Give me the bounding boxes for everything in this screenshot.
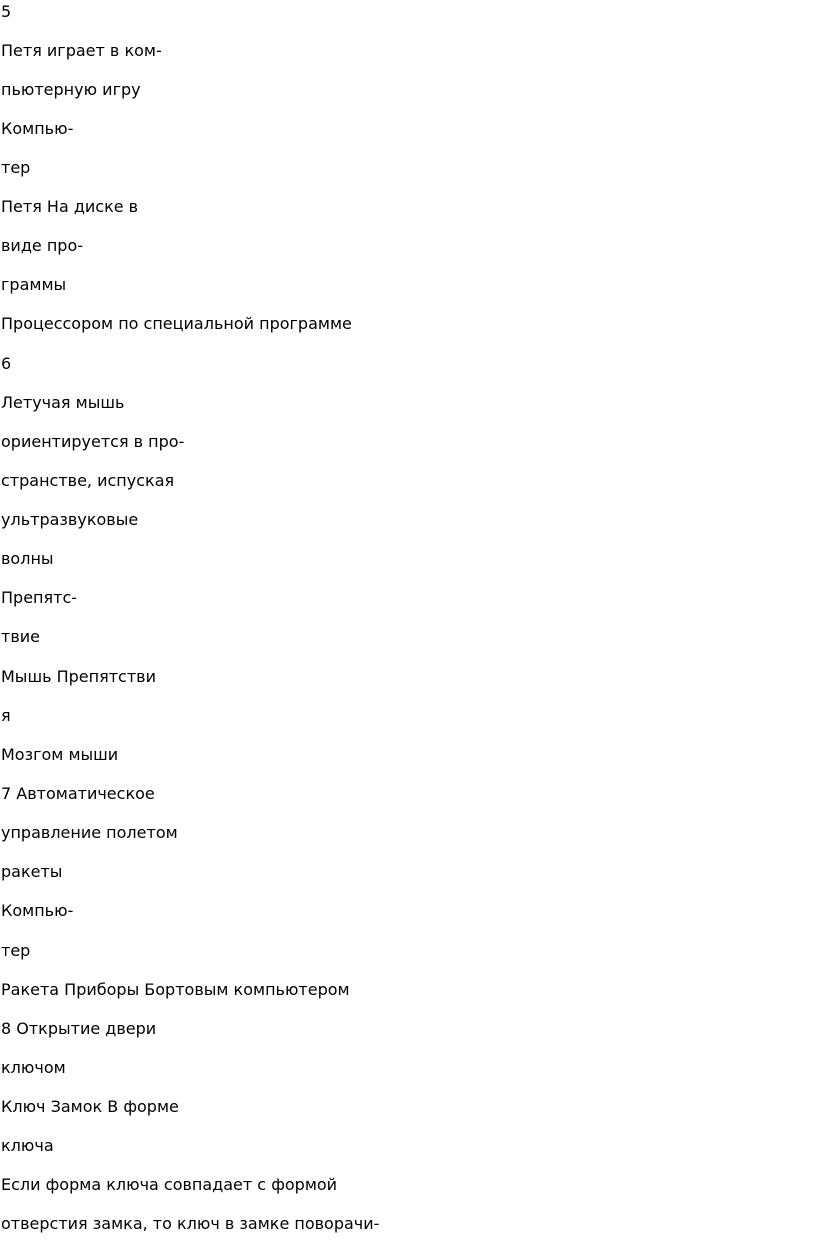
text-line: твие <box>1 627 40 646</box>
text-line: я <box>1 706 11 725</box>
text-line: волны <box>1 549 54 568</box>
text-line: виде про- <box>1 236 83 255</box>
text-line: ключа <box>1 1136 54 1155</box>
text-line: Ключ Замок В форме <box>1 1097 179 1116</box>
text-line: ориентируется в про- <box>1 432 185 451</box>
text-line: Компью- <box>1 901 74 920</box>
text-line: Петя На диске в <box>1 197 139 216</box>
text-line: Препятс- <box>1 588 78 607</box>
text-line: 5 <box>1 2 12 21</box>
text-line: 7 Автоматическое <box>1 784 155 803</box>
text-line: 6 <box>1 354 12 373</box>
text-line: пьютерную игру <box>1 80 141 99</box>
text-line: Мозгом мыши <box>1 745 119 764</box>
text-line: ультразвуковые <box>1 510 139 529</box>
text-line: Процессором по специальной программе <box>1 314 352 333</box>
text-line: ракеты <box>1 862 63 881</box>
text-line: отверстия замка, то ключ в замке поворачи- <box>1 1214 380 1233</box>
text-line: Если форма ключа совпадает с формой <box>1 1175 338 1194</box>
text-line: Петя играет в ком- <box>1 41 162 60</box>
text-line: Летучая мышь <box>1 393 125 412</box>
text-line: 8 Открытие двери <box>1 1019 157 1038</box>
text-line: ключом <box>1 1058 66 1077</box>
text-line: Мышь Препятстви <box>1 667 156 686</box>
text-line: тер <box>1 941 31 960</box>
text-line: странстве, испуская <box>1 471 175 490</box>
text-line: граммы <box>1 275 67 294</box>
text-line: тер <box>1 158 31 177</box>
text-line: управление полетом <box>1 823 178 842</box>
text-line: Ракета Приборы Бортовым компьютером <box>1 980 350 999</box>
text-line: Компью- <box>1 119 74 138</box>
